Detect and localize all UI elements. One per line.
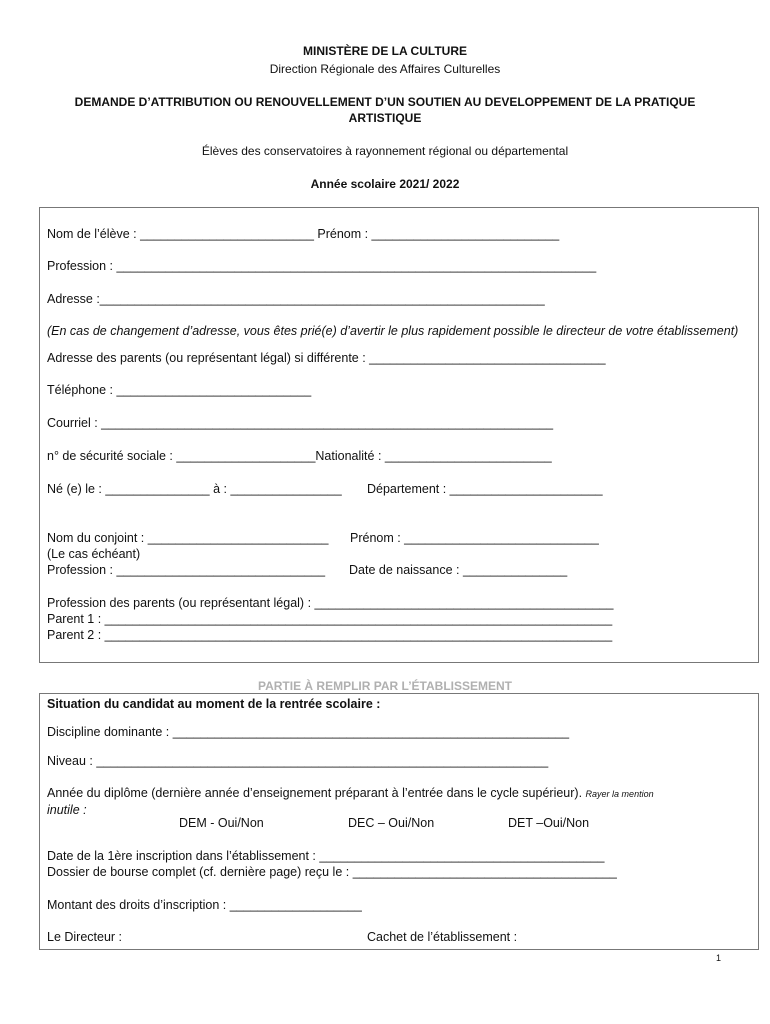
birth-date-place-field[interactable]: Né (e) le : _______________ à : ________________ (47, 482, 342, 496)
form-subtitle: Élèves des conservatoires à rayonnement régional ou départemental (201, 144, 569, 158)
spouse-birthdate-field[interactable]: Date de naissance : _______________ (349, 563, 568, 577)
strike-mention-note: Rayer la mention (585, 789, 654, 799)
parent2-field[interactable]: Parent 2 : _________________________________________________________________________ (47, 628, 613, 642)
social-security-nationality-field[interactable]: n° de sécurité sociale : ____________________Nationalité : ________________________ (47, 449, 552, 463)
student-info-box (39, 207, 759, 663)
candidate-situation-heading: Situation du candidat au moment de la rentrée scolaire : (47, 697, 381, 711)
parent1-field[interactable]: Parent 1 : _________________________________________________________________________ (47, 612, 613, 626)
diploma-year-label: Année du diplôme (dernière année d’enseignement préparant à l’entrée dans le cycle supérieur). (47, 786, 583, 800)
address-field[interactable]: Adresse :________________________________________________________________ (47, 292, 545, 306)
dem-option[interactable]: DEM - Oui/Non (179, 816, 264, 830)
director-signature-label: Le Directeur : (47, 930, 123, 944)
parents-address-field[interactable]: Adresse des parents (ou représentant légal) si différente : __________________________________ (47, 351, 606, 365)
page-number: 1 (716, 953, 722, 963)
student-name-field[interactable]: Nom de l’élève : _________________________ Prénom : ___________________________ (47, 227, 560, 241)
main-discipline-field[interactable]: Discipline dominante : _________________________________________________________ (47, 725, 570, 739)
registration-fees-field[interactable]: Montant des droits d’inscription : ___________________ (47, 898, 362, 912)
first-enrollment-date-field[interactable]: Date de la 1ère inscription dans l’établissement : _________________________________________ (47, 849, 605, 863)
establishment-section-title: PARTIE À REMPLIR PAR L’ÉTABLISSEMENT (257, 679, 512, 693)
diploma-year-field[interactable] (47, 786, 654, 800)
spouse-firstname-field[interactable]: Prénom : ____________________________ (350, 531, 599, 545)
unused-mention-note: inutile : (47, 803, 87, 817)
scholarship-file-date-field[interactable]: Dossier de bourse complet (cf. dernière page) reçu le : ______________________________________ (47, 865, 617, 879)
email-field[interactable]: Courriel : _________________________________________________________________ (47, 416, 554, 430)
department-field[interactable]: Département : ______________________ (367, 482, 603, 496)
form-title-line2: ARTISTIQUE (348, 111, 422, 125)
dec-option[interactable]: DEC – Oui/Non (348, 816, 435, 830)
ministry-title: MINISTÈRE DE LA CULTURE (303, 44, 467, 58)
spouse-name-field[interactable]: Nom du conjoint : __________________________ (47, 531, 329, 545)
school-year: Année scolaire 2021/ 2022 (310, 177, 460, 191)
phone-field[interactable]: Téléphone : ____________________________ (47, 383, 312, 397)
spouse-profession-field[interactable]: Profession : ______________________________ (47, 563, 326, 577)
level-field[interactable]: Niveau : _________________________________________________________________ (47, 754, 549, 768)
det-option[interactable]: DET –Oui/Non (508, 816, 590, 830)
address-change-note: (En cas de changement d’adresse, vous êtes prié(e) d’avertir le plus rapidement possible le directeur de votre établissement) (47, 324, 739, 338)
establishment-stamp-label: Cachet de l’établissement : (367, 930, 518, 944)
form-title-line1: DEMANDE D’ATTRIBUTION OU RENOUVELLEMENT D’UN SOUTIEN AU DEVELOPPEMENT DE LA PRATIQUE (74, 95, 696, 109)
direction-subtitle: Direction Régionale des Affaires Culturelles (269, 62, 501, 76)
profession-field[interactable]: Profession : _____________________________________________________________________ (47, 259, 597, 273)
if-applicable-note: (Le cas échéant) (47, 547, 141, 561)
parents-profession-field[interactable]: Profession des parents (ou représentant légal) : ___________________________________________ (47, 596, 614, 610)
